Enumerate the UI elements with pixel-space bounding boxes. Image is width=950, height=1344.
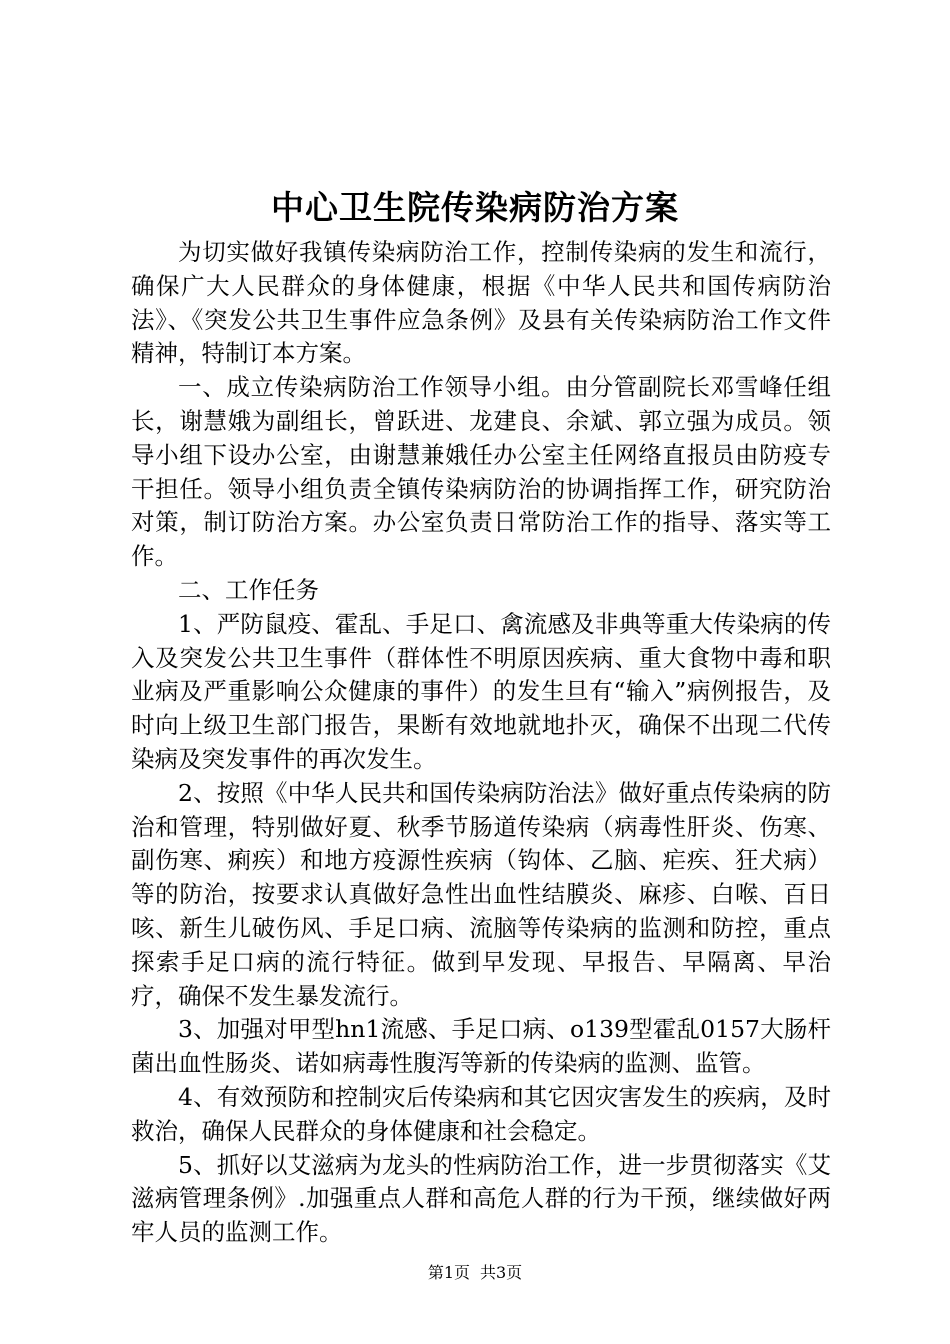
paragraph-task-2: 2、按照《中华人民共和国传染病防治法》做好重点传染病的防治和管理，特别做好夏、秋季节肠道传染病（病毒性肝炎、伤寒、副伤寒、痢疾）和地方疫源性疾病（钩体、乙脑、疟疾、狂犬病）等的防治，按要求认真做好急性出血性结膜炎、麻疹、白喉、百日咳、新生儿破伤风、手足口病、流脑等传染病的监测和防控，重点探索手足口病的流行特征。做到早发现、早报告、早隔离、早治疗，确保不发生暴发流行。: [131, 778, 831, 1010]
paragraph-leadership-group: 一、成立传染病防治工作领导小组。由分管副院长邓雪峰任组长，谢慧娥为副组长，曾跃进、龙建良、余斌、郭立强为成员。领导小组下设办公室，由谢慧兼娥任办公室主任网络直报员由防疫专干担任。领导小组负责全镇传染病防治的协调指挥工作，研究防治对策，制订防治方案。办公室负责日常防治工作的指导、落实等工作。: [131, 373, 831, 571]
document-body: [131, 236, 831, 1250]
paragraph-task-4: 4、有效预防和控制灾后传染病和其它因灾害发生的疾病，及时救治，确保人民群众的身体健康和社会稳定。: [131, 1082, 831, 1145]
paragraph-task-3: 3、加强对甲型hn1流感、手足口病、o139型霍乱0157大肠杆菌出血性肠炎、诺如病毒性腹泻等新的传染病的监测、监管。: [131, 1015, 831, 1078]
paragraph-task-5: 5、抓好以艾滋病为龙头的性病防治工作，进一步贯彻落实《艾滋病管理条例》.加强重点人群和高危人群的行为干预，继续做好两牢人员的监测工作。: [131, 1150, 831, 1247]
section-heading-tasks: 二、工作任务: [178, 575, 319, 604]
document-title: 中心卫生院传染病防治方案: [271, 188, 679, 227]
page-number-current: 第1页: [427, 1263, 470, 1282]
paragraph-task-1: 1、严防鼠疫、霍乱、手足口、禽流感及非典等重大传染病的传入及突发公共卫生事件（群体性不明原因疾病、重大食物中毒和职业病及严重影响公众健康的事件）的发生旦有“输入”病例报告，及时向上级卫生部门报告，果断有效地就地扑灭，确保不出现二代传染病及突发事件的再次发生。: [131, 609, 831, 773]
page-number-total: 共3页: [480, 1263, 523, 1282]
page-footer: [0, 1262, 950, 1284]
paragraph-intro: 为切实做好我镇传染病防治工作，控制传染病的发生和流行，确保广大人民群众的身体健康，根据《中华人民共和国传病防治法》、《突发公共卫生事件应急条例》及县有关传染病防治工作文件精神，特制订本方案。: [131, 238, 831, 368]
